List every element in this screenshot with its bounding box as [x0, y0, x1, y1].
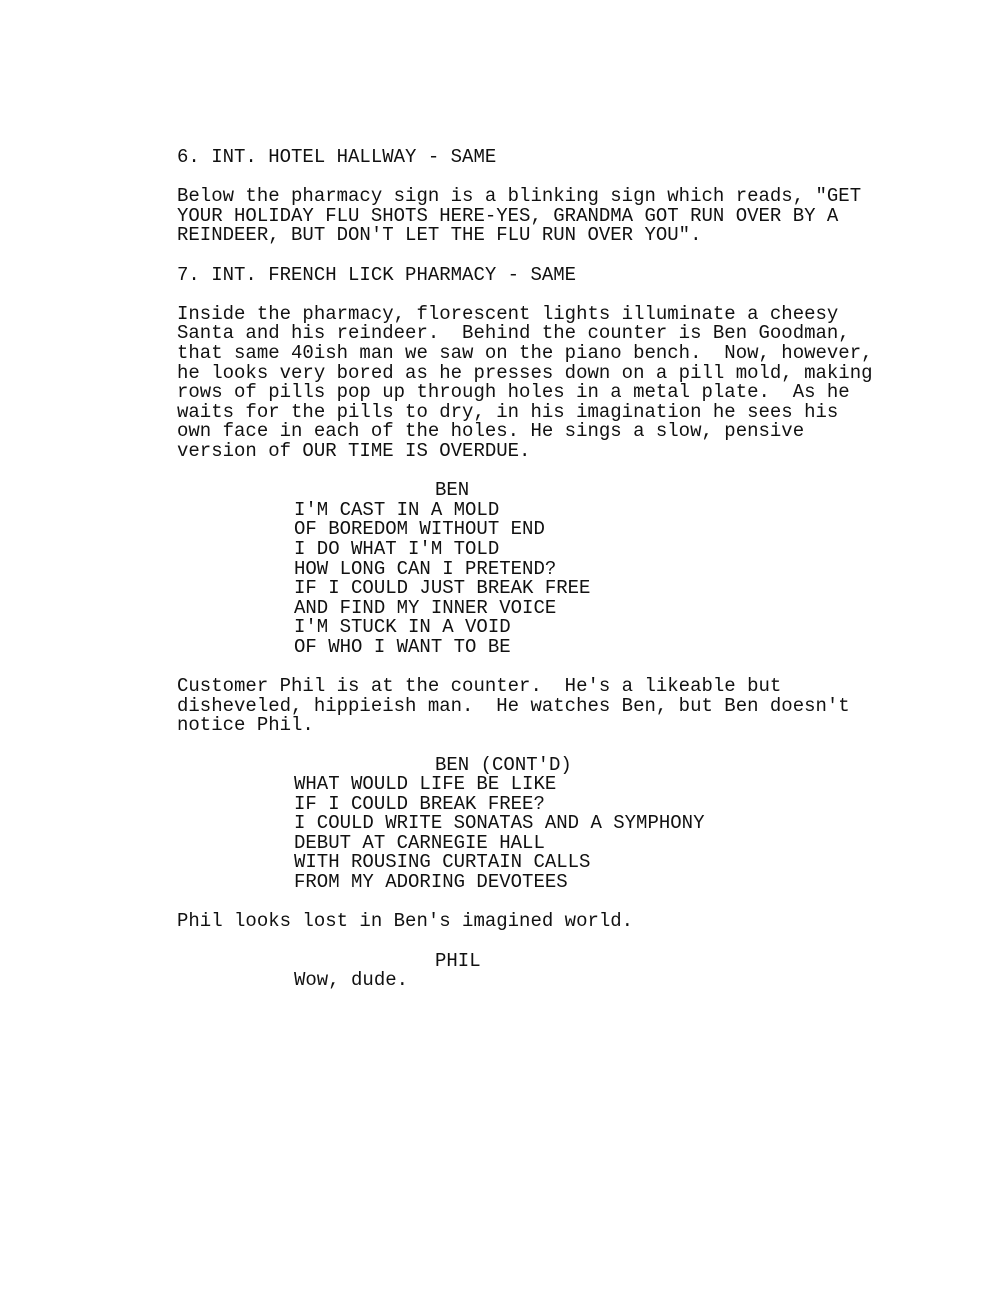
- character-name: PHIL: [435, 950, 481, 972]
- dialogue-line: AND FIND MY INNER VOICE: [294, 597, 557, 619]
- dialogue-line: OF BOREDOM WITHOUT END: [294, 518, 545, 540]
- action-line: version of OUR TIME IS OVERDUE.: [177, 440, 531, 462]
- action-line: Phil looks lost in Ben's imagined world.: [177, 910, 634, 932]
- dialogue-line: I'M STUCK IN A VOID: [294, 616, 511, 638]
- dialogue-line: I COULD WRITE SONATAS AND A SYMPHONY: [294, 812, 705, 834]
- action-line: Inside the pharmacy, florescent lights illuminate a cheesy: [177, 303, 839, 325]
- action-line: notice Phil.: [177, 714, 314, 736]
- character-name: BEN (CONT'D): [435, 754, 572, 776]
- dialogue-line: I DO WHAT I'M TOLD: [294, 538, 500, 560]
- action-line: waits for the pills to dry, in his imagination he sees his: [177, 401, 839, 423]
- dialogue-line: IF I COULD JUST BREAK FREE: [294, 577, 591, 599]
- action-line: Below the pharmacy sign is a blinking sign which reads, "GET: [177, 185, 862, 207]
- action-line: own face in each of the holes. He sings a slow, pensive: [177, 420, 805, 442]
- dialogue-line: WITH ROUSING CURTAIN CALLS: [294, 851, 591, 873]
- dialogue-line: OF WHO I WANT TO BE: [294, 636, 511, 658]
- action-line: disheveled, hippieish man. He watches Ben, but Ben doesn't: [177, 695, 850, 717]
- dialogue-line: DEBUT AT CARNEGIE HALL: [294, 832, 545, 854]
- dialogue-line: Wow, dude.: [294, 969, 409, 991]
- dialogue-line: WHAT WOULD LIFE BE LIKE: [294, 773, 557, 795]
- scene-heading: 6. INT. HOTEL HALLWAY - SAME: [177, 146, 497, 168]
- action-line: YOUR HOLIDAY FLU SHOTS HERE-YES, GRANDMA GOT RUN OVER BY A: [177, 205, 839, 227]
- action-line: that same 40ish man we saw on the piano bench. Now, however,: [177, 342, 873, 364]
- action-line: REINDEER, BUT DON'T LET THE FLU RUN OVER YOU".: [177, 224, 702, 246]
- action-line: Customer Phil is at the counter. He's a likeable but: [177, 675, 782, 697]
- character-name: BEN: [435, 479, 470, 501]
- dialogue-line: HOW LONG CAN I PRETEND?: [294, 558, 557, 580]
- action-line: Santa and his reindeer. Behind the counter is Ben Goodman,: [177, 322, 850, 344]
- action-line: he looks very bored as he presses down on a pill mold, making: [177, 362, 873, 384]
- dialogue-line: FROM MY ADORING DEVOTEES: [294, 871, 568, 893]
- dialogue-line: IF I COULD BREAK FREE?: [294, 793, 545, 815]
- scene-heading: 7. INT. FRENCH LICK PHARMACY - SAME: [177, 264, 577, 286]
- dialogue-line: I'M CAST IN A MOLD: [294, 499, 500, 521]
- action-line: rows of pills pop up through holes in a metal plate. As he: [177, 381, 850, 403]
